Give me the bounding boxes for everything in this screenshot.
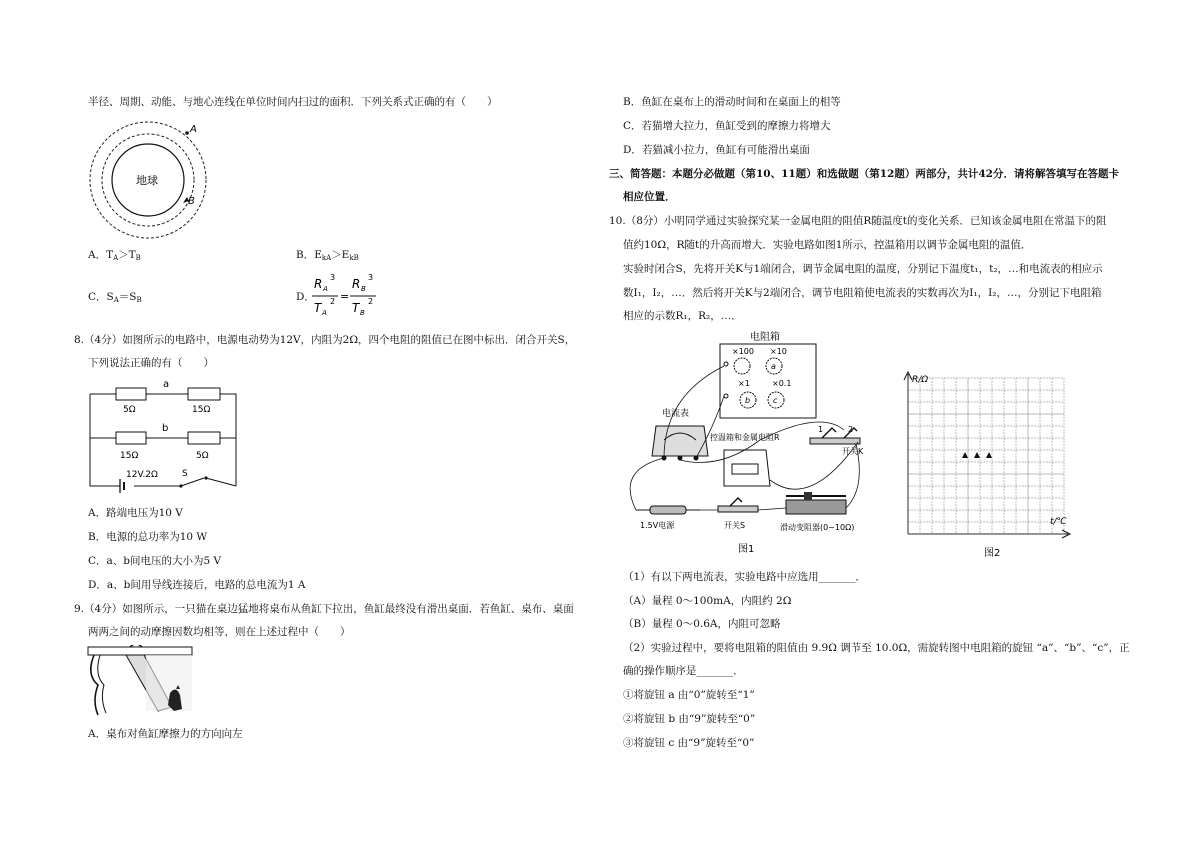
- q10-option-b: （B）量程 0～0.6A，内阻可忽略: [623, 618, 781, 630]
- q9-option-d: D．若猫减小拉力，鱼缸有可能滑出桌面: [623, 144, 810, 156]
- q10-line3: 实验时闭合S，先将开关K与1端闭合，调节金属电阻的温度，分别记下温度t₁，t₂，…和电流表的相应示: [623, 263, 1103, 275]
- q7-intro: 半径、周期、动能、与地心连线在单位时间内扫过的面积．下列关系式正确的有（ ）: [88, 96, 498, 108]
- dial-x01-label: ×0.1: [772, 379, 792, 388]
- r2-label: 15Ω: [192, 405, 211, 415]
- data-marker: [986, 452, 992, 458]
- q10-part1: （1）有以下两电流表，实验电路中应选用_______．: [623, 571, 866, 583]
- battery: [650, 506, 686, 514]
- svg-text:B: B: [361, 285, 366, 293]
- svg-text:c: c: [773, 396, 778, 405]
- data-marker: [974, 452, 980, 458]
- switch-s-device: [718, 506, 758, 512]
- figure-2-caption: 图2: [984, 548, 1001, 559]
- orbit-figure: [84, 118, 212, 240]
- q9-line2: 两两之间的动摩擦因数均相等，则在上述过程中（ ）: [88, 626, 351, 638]
- svg-text:=: =: [340, 290, 350, 303]
- r1-label: 5Ω: [123, 405, 136, 415]
- section-3-heading: 三、简答题：本题分必做题（第10、11题）和选做题（第12题）两部分，共计42分．请将解答填写在答题卡: [609, 168, 1119, 180]
- q10-part2-line2: 确的操作顺序是_______．: [623, 665, 744, 677]
- k-terminal-1: 1: [818, 425, 824, 434]
- q10-part2-line1: （2）实验过程中，要将电阻箱的阻值由 9.9Ω 调节至 10.0Ω，需旋转图中电阻箱的旋钮 “a”、“b”、“c”，正: [623, 642, 1130, 654]
- q8-option-a: A．路端电压为10 V: [88, 507, 183, 519]
- q7-option-b: B．$E_{kA}>E_{kB}$: [296, 249, 359, 262]
- y-axis-label: R/Ω: [912, 375, 929, 385]
- switch-s: [181, 478, 204, 486]
- figure-1-caption: 图1: [738, 544, 755, 555]
- node-a-label: a: [163, 379, 170, 390]
- svg-text:T: T: [352, 301, 360, 315]
- q7-option-c: C．$S_A=S_B$: [88, 291, 142, 304]
- section-3-heading-cont: 相应位置．: [623, 191, 676, 203]
- k-terminal-2: 2: [848, 425, 854, 434]
- ammeter-label: 电流表: [662, 409, 690, 419]
- svg-text:R: R: [314, 277, 323, 291]
- r3-label: 15Ω: [120, 451, 139, 461]
- label-a: A: [190, 124, 197, 135]
- data-marker: [962, 452, 968, 458]
- q8-option-d: D．a、b间用导线连接后，电路的总电流为1 A: [88, 579, 306, 591]
- q8-option-b: B．电源的总功率为10 W: [88, 531, 208, 543]
- rheostat-label: 滑动变阻器(0~10Ω): [780, 523, 855, 532]
- q10-line2: 值约10Ω，R随t的升高而增大．实验电路如图1所示，控温箱用以调节金属电阻的温值．: [623, 239, 1032, 251]
- q8-line2: 下列说法正确的有（ ）: [88, 357, 214, 369]
- source-label: 12V.2Ω: [126, 470, 158, 480]
- cat-table-figure: [86, 645, 196, 717]
- svg-text:3: 3: [330, 273, 336, 282]
- figure-1-apparatus: [620, 330, 880, 560]
- q10-line5: 相应的示数R₁，R₂，…．: [623, 310, 742, 322]
- svg-text:A: A: [323, 285, 328, 293]
- q9-option-a: A．桌布对鱼缸摩擦力的方向向左: [88, 728, 243, 740]
- q8-option-c: C．a、b间电压的大小为5 V: [88, 555, 222, 567]
- heater-box: [724, 450, 770, 486]
- q9-option-c: C．若猫增大拉力，鱼缸受到的摩擦力将增大: [623, 120, 831, 132]
- svg-text:a: a: [771, 362, 776, 371]
- dial-x10-label: ×10: [770, 347, 787, 356]
- resistance-box-title: 电阻箱: [750, 332, 780, 343]
- switch-k: [810, 438, 860, 444]
- dial-x100-label: ×100: [732, 347, 754, 356]
- switch-label: S: [182, 469, 188, 479]
- q8-circuit: [86, 376, 242, 498]
- svg-text:2: 2: [330, 297, 336, 306]
- svg-text:A: A: [322, 309, 327, 317]
- switch-s-device-label: 开关S: [724, 521, 746, 530]
- q7-option-d: D．: [296, 291, 315, 303]
- svg-text:b: b: [745, 396, 751, 405]
- step-1: ①将旋钮 a 由“0”旋转至“1”: [623, 689, 755, 701]
- kepler-formula: [310, 270, 380, 320]
- q10-line1: 10.（8分）小明同学通过实验探究某一金属电阻的阻值R随温度t的变化关系．已知该金属电阻在常温下的阻: [609, 215, 1107, 227]
- heater-label: 控温箱和金属电阻R: [710, 433, 780, 442]
- q8-line1: 8.（4分）如图所示的电路中，电源电动势为12V，内阻为2Ω，四个电阻的阻值已在图中标出．闭合开关S，: [74, 334, 576, 346]
- label-b: B: [188, 196, 195, 207]
- q10-line4: 数I₁，I₂，…．然后将开关K与2端闭合，调节电阻箱使电流表的实数再次为I₁，I₂，…，分别记下电阻箱: [623, 287, 1102, 299]
- svg-text:R: R: [352, 277, 361, 291]
- satellite-a: [185, 131, 189, 135]
- svg-text:3: 3: [368, 273, 374, 282]
- r4-label: 5Ω: [196, 451, 209, 461]
- dial-x1-label: ×1: [738, 379, 750, 388]
- earth-label: 地球: [136, 174, 158, 187]
- battery-label: 1.5V电源: [640, 521, 675, 530]
- svg-text:2: 2: [368, 297, 374, 306]
- q7-option-a: A．$T_A>T_B$: [88, 249, 141, 262]
- svg-text:B: B: [360, 309, 365, 317]
- switch-k-label: 开关K: [842, 447, 864, 456]
- x-axis-label: t/℃: [1050, 517, 1067, 527]
- svg-text:T: T: [314, 301, 322, 315]
- step-3: ③将旋钮 c 由“9”旋转至“0”: [623, 737, 755, 749]
- q9-line1: 9.（4分）如图所示，一只猫在桌边猛地将桌布从鱼缸下拉出，鱼缸最终没有滑出桌面．若鱼缸、桌布、桌面: [74, 603, 574, 615]
- q9-option-b: B．鱼缸在桌布上的滑动时间和在桌面上的相等: [623, 96, 841, 108]
- step-2: ②将旋钮 b 由“9”旋转至“0”: [623, 713, 756, 725]
- q10-option-a: （A）量程 0～100mA，内阻约 2Ω: [623, 595, 792, 607]
- figure-2-graph: [890, 370, 1080, 560]
- node-b-label: b: [162, 423, 169, 434]
- rheostat: [786, 500, 846, 514]
